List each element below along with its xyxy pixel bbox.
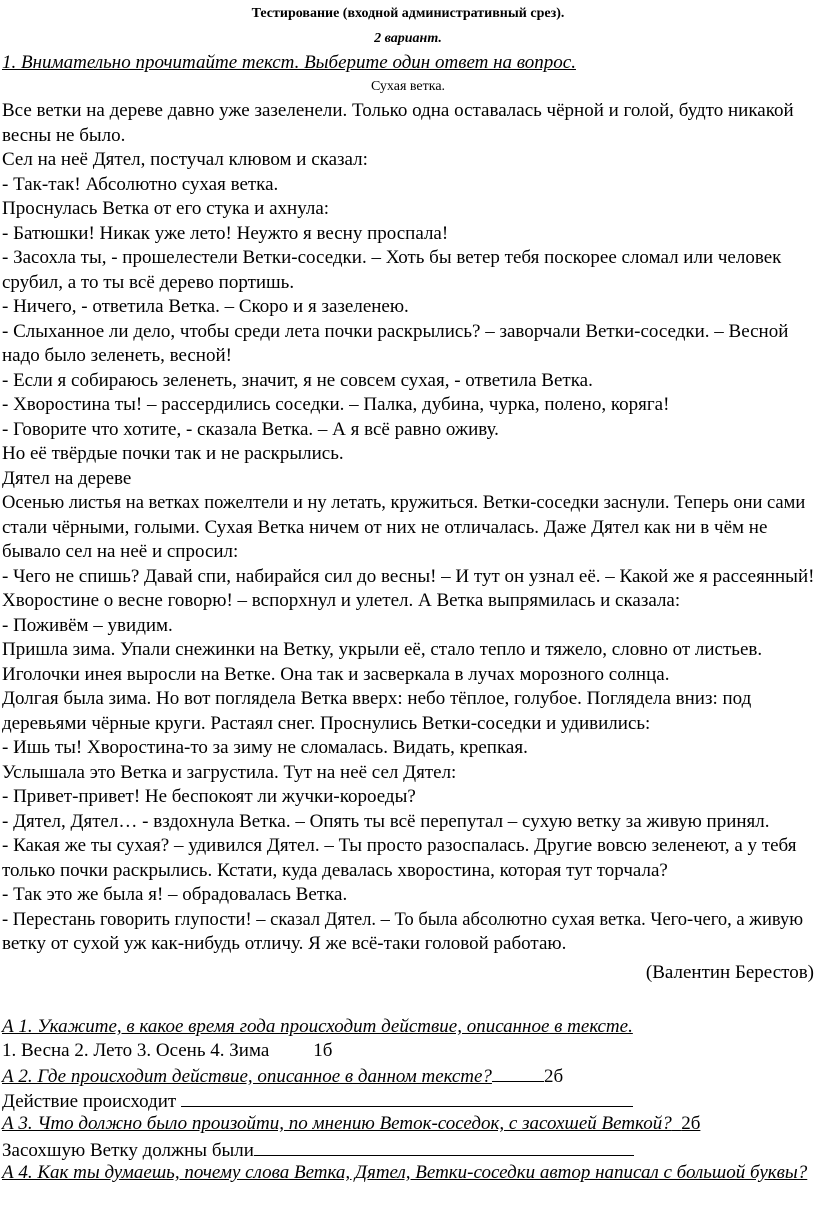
story-line: Долгая была зима. Но вот поглядела Ветка вверх: небо тёплое, голубое. Поглядела вниз: под	[2, 688, 752, 709]
underline-spacer	[492, 1063, 544, 1082]
story-line: надо было зеленеть, весной!	[2, 345, 232, 366]
question-a2-answer-row	[2, 1088, 633, 1114]
story-line: стали чёрными, голыми. Сухая Ветка ничем от них не отличалась. Даже Дятел как ни в чём не	[2, 517, 768, 538]
question-a3-answer-field[interactable]	[254, 1137, 634, 1156]
story-line: - Ишь ты! Хворостина-то за зиму не сломалась. Видать, крепкая.	[2, 737, 528, 758]
story-line: - Чего не спишь? Давай спи, набирайся сил до весны! – И тут он узнал её. – Какой же я рассеянный!	[2, 566, 815, 587]
story-line: только почки раскрылись. Кстати, куда девалась хворостина, которая тут торчала?	[2, 860, 668, 881]
story-author: (Валентин Берестов)	[645, 962, 814, 983]
story-line: Сел на неё Дятел, постучал клювом и сказал:	[2, 149, 368, 170]
story-line: Услышала это Ветка и загрустила. Тут на неё сел Дятел:	[2, 762, 457, 783]
story-line: - Батюшки! Никак уже лето! Неужто я весну проспала!	[2, 223, 449, 244]
question-a3-answer-row	[2, 1137, 634, 1163]
story-line: деревьями чёрные круги. Растаял снег. Проснулись Ветки-соседки и удивились:	[2, 713, 651, 734]
story-line: - Перестань говорить глупости! – сказал Дятел. – То была абсолютно сухая ветка. Чего-чего, а живую	[2, 910, 804, 930]
question-a1: А 1. Укажите, в какое время года происходит действие, описанное в тексте.	[2, 1016, 633, 1037]
question-a2-row	[2, 1063, 563, 1089]
question-a3-answer-label: Засохшую Ветку должны были	[2, 1140, 254, 1161]
story-line: - Так это же была я! – обрадовалась Ветка.	[2, 884, 348, 905]
question-a3-row	[2, 1112, 700, 1136]
story-line: Проснулась Ветка от его стука и ахнула:	[2, 198, 330, 219]
story-line: - Слыханное ли дело, чтобы среди лета почки раскрылись? – заворчали Ветки-соседки. – Весной	[2, 321, 789, 342]
story-line: весны не было.	[2, 125, 126, 146]
story-line: - Говорите что хотите, - сказала Ветка. – А я всё равно оживу.	[2, 419, 499, 440]
story-line: - Дятел, Дятел… - вздохнула Ветка. – Опять ты всё перепутал – сухую ветку за живую принял.	[2, 811, 770, 832]
story-line: Иголочки инея выросли на Ветке. Она так и засверкала в лучах морозного солнца.	[2, 664, 670, 685]
question-a2-answer-field[interactable]	[181, 1088, 633, 1107]
question-a3: А 3. Что должно было произойти, по мнению Веток-соседок, с засохшей Веткой?	[2, 1113, 672, 1134]
task-instruction: 1. Внимательно прочитайте текст. Выберите один ответ на вопрос.	[2, 52, 576, 73]
question-a1-options: 1. Весна 2. Лето 3. Осень 4. Зима	[2, 1040, 270, 1061]
story-line: Осенью листья на ветках пожелтели и ну летать, кружиться. Ветки-соседки заснули. Теперь они сами	[2, 493, 806, 513]
story-line: Все ветки на дереве давно уже зазеленели. Только одна оставалась чёрной и голой, будто никакой	[2, 100, 794, 121]
question-a3-points: 2б	[681, 1113, 701, 1134]
story-line: Хворостине о весне говорю! – вспорхнул и улетел. А Ветка выпрямилась и сказала:	[2, 590, 681, 611]
variant-label: 2 вариант.	[374, 31, 442, 46]
story-line: ветку от сухой уж как-нибудь отличу. Я же всё-таки головой работаю.	[2, 933, 567, 954]
story-line: - Поживём – увидим.	[2, 615, 173, 636]
story-line: - Хворостина ты! – рассердились соседки. – Палка, дубина, чурка, полено, коряга!	[2, 394, 670, 415]
story-line: Но её твёрдые почки так и не раскрылись.	[2, 443, 344, 464]
question-a1-options-row	[2, 1039, 332, 1063]
question-a2: А 2. Где происходит действие, описанное в данном тексте?	[2, 1066, 492, 1087]
story-line: - Засохла ты, - прошелестели Ветки-соседки. – Хоть бы ветер тебя поскорее сломал или человек	[2, 247, 782, 268]
document-title: Тестирование (входной административный срез).	[251, 6, 565, 21]
story-line: - Ничего, - ответила Ветка. – Скоро и я зазеленею.	[2, 296, 409, 317]
story-subheading: Дятел на дереве	[2, 468, 132, 489]
story-line: - Какая же ты сухая? – удивился Дятел. – Ты просто разоспалась. Другие вовсю зеленеют, а у тебя	[2, 835, 797, 856]
question-a4: А 4. Как ты думаешь, почему слова Ветка, Дятел, Ветки-соседки автор написал с большой буквы?	[2, 1162, 808, 1183]
story-line: срубил, а то ты всё дерево портишь.	[2, 272, 295, 293]
question-a2-answer-label: Действие происходит	[2, 1091, 177, 1112]
story-line: - Привет-привет! Не беспокоят ли жучки-короеды?	[2, 786, 416, 807]
story-line: Пришла зима. Упали снежинки на Ветку, укрыли её, стало тепло и тяжело, словно от листьев.	[2, 639, 763, 660]
question-a1-points: 1б	[313, 1040, 333, 1061]
story-title: Сухая ветка.	[370, 79, 446, 94]
story-line: - Если я собираюсь зеленеть, значит, я не совсем сухая, - ответила Ветка.	[2, 370, 593, 391]
story-line: бывало сел на неё и спросил:	[2, 541, 239, 562]
question-a2-points: 2б	[543, 1066, 564, 1087]
story-line: - Так-так! Абсолютно сухая ветка.	[2, 174, 279, 195]
